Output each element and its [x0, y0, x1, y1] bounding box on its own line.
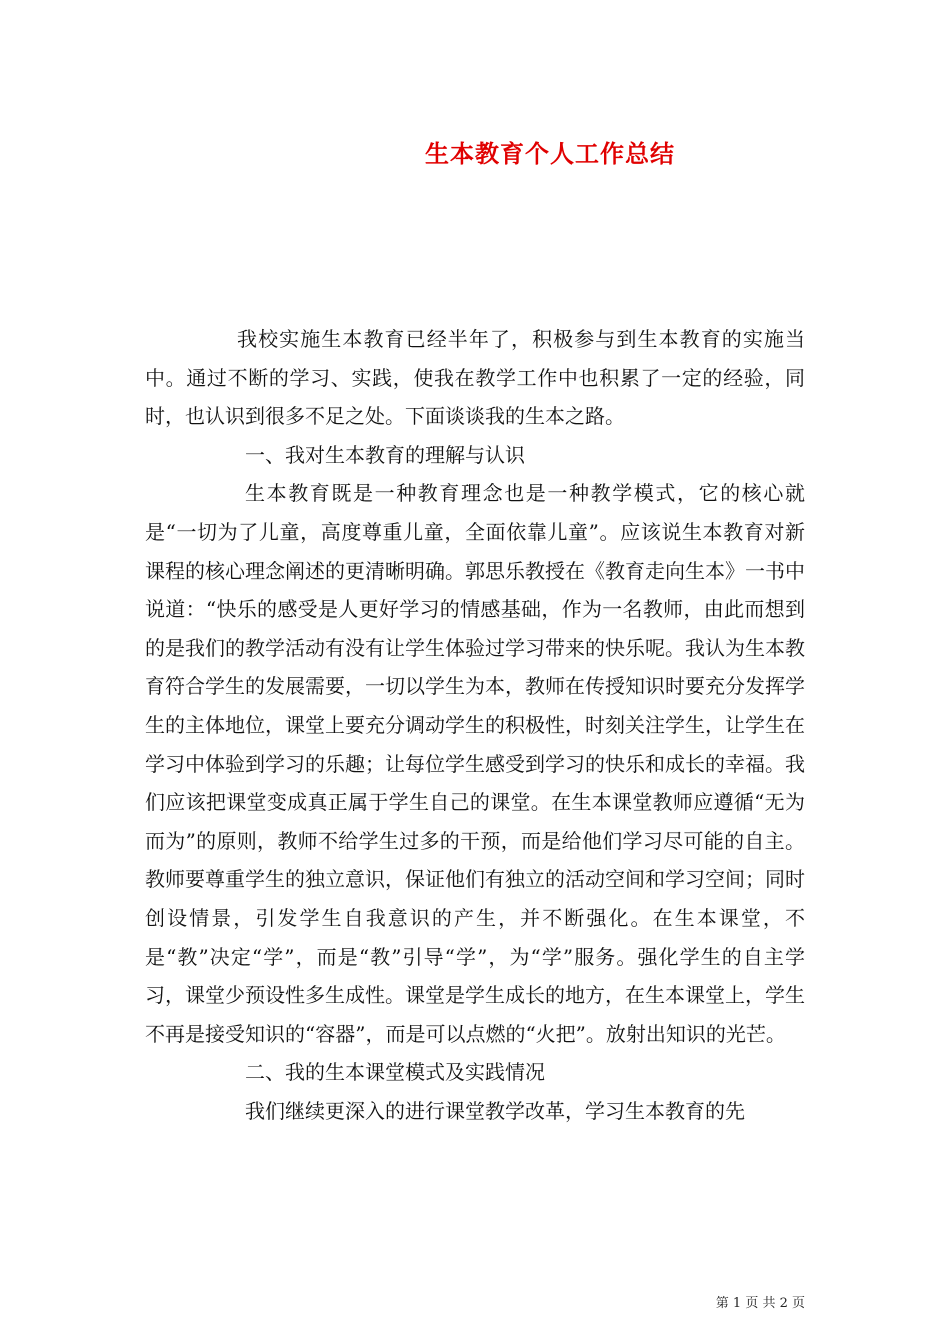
page-number-footer: 第 1 页 共 2 页 [715, 1296, 805, 1311]
section-1-paragraph: 生本教育既是一种教育理念也是一种教学模式，它的核心就是“一切为了儿童，高度尊重儿童，全面依靠儿童”。应该说生本教育对新课程的核心理念阐述的更清晰明确。郭思乐教授在《教育走向生本》一书中说道：“快乐的感受是人更好学习的情感基础，作为一名教师，由此而想到的是我们的教学活动有没有让学生体验过学习带来的快乐呢。我认为生本教育符合学生的发展需要，一切以学生为本，教师在传授知识时要充分发挥学生的主体地位，课堂上要充分调动学生的积极性，时刻关注学生，让学生在学习中体验到学习的乐趣；让每位学生感受到学习的快乐和成长的幸福。我们应该把课堂变成真正属于学生自己的课堂。在生本课堂教师应遵循“无为而为”的原则，教师不给学生过多的干预，而是给他们学习尽可能的自主。教师要尊重学生的独立意识，保证他们有独立的活动空间和学习空间；同时创设情景，引发学生自我意识的产生，并不断强化。在生本课堂，不是“教”决定“学”，而是“教”引导“学”，为“学”服务。强化学生的自主学习，课堂少预设性多生成性。课堂是学生成长的地方，在生本课堂上，学生不再是接受知识的“容器”，而是可以点燃的“火把”。放射出知识的光芒。 [145, 481, 805, 1046]
section-2-heading: 二、我的生本课堂模式及实践情况 [245, 1060, 545, 1085]
section-2-paragraph: 我们继续更深入的进行课堂教学改革，学习生本教育的先 [245, 1098, 745, 1123]
document-title: 生本教育个人工作总结 [425, 139, 675, 168]
intro-paragraph: 我校实施生本教育已经半年了，积极参与到生本教育的实施当中。通过不断的学习、实践，使我在教学工作中也积累了一定的经验，同时，也认识到很多不足之处。下面谈谈我的生本之路。 [145, 327, 805, 429]
document-body [145, 320, 805, 1130]
section-1-heading: 一、我对生本教育的理解与认识 [245, 442, 525, 467]
